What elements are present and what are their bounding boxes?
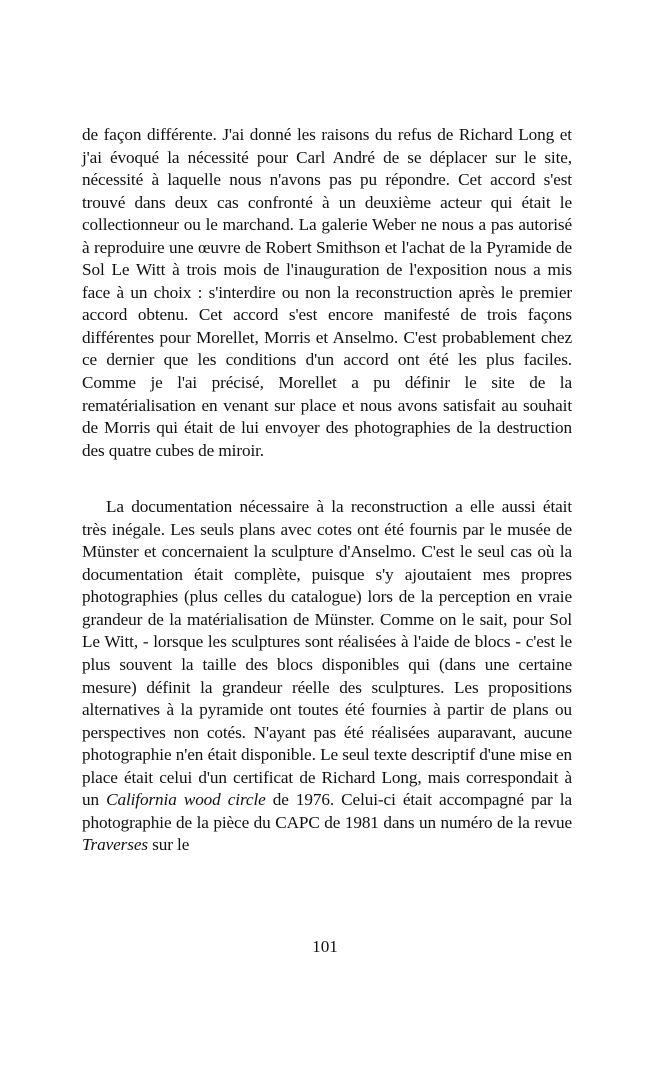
- paragraph-2-text-part-2: de 1976. Celui-ci était accompagné par la photographie de la pièce du CAPC de 1981 dans un numéro de la revue: [82, 790, 572, 832]
- paragraph-2-italic-title-california-wood-circle: California wood circle: [106, 790, 266, 810]
- paragraph-2-text-part-3: sur le: [147, 835, 190, 855]
- paragraph-2-text-part-1: La documentation nécessaire à la reconstruction a elle aussi était très inégale. Les seuls plans avec cotes ont été fournis par le musée de Münster et concernaient la sculpture d'Anselmo. C'est le seul cas où la documentation était complète, puisque s'y ajoutaient mes propres photographies (plus celles du catalogue) lors de la perception en vraie grandeur de la matérialisation de Münster. Comme on le sait, pour Sol Le Witt, - lorsque les sculptures sont réalisées à l'aide de blocs - c'est le plus souvent la taille des blocs disponibles qui (dans une certaine mesure) définit la grandeur réelle des sculptures. Les propositions alternatives à la pyramide ont toutes été fournies à partir de plans ou perspectives non cotés. N'ayant pas été réalisées auparavant, aucune photographie n'en était disponible. Le seul texte descriptif d'une mise en place était celui d'un certificat de Richard Long, mais correspondait à un: [82, 497, 572, 810]
- paragraph-2: [82, 496, 572, 857]
- page-body: [82, 124, 572, 857]
- page-number: 101: [312, 937, 338, 956]
- paragraph-2-italic-title-traverses: Traverses: [82, 835, 148, 855]
- paragraph-1: [82, 124, 572, 462]
- paragraph-1-text: de façon différente. J'ai donné les raisons du refus de Richard Long et j'ai évoqué la nécessité pour Carl André de se déplacer sur le site, nécessité à laquelle nous n'avons pas pu répondre. Cet accord s'est trouvé dans deux cas confronté à un deuxième acteur qui était le collectionneur ou le marchand. La galerie Weber ne nous a pas autorisé à reproduire une œuvre de Robert Smithson et l'achat de la Pyramide de Sol Le Witt à trois mois de l'inauguration de l'exposition nous a mis face à un choix : s'interdire ou non la reconstruction après le premier accord obtenu. Cet accord s'est encore manifesté de trois façons différentes pour Morellet, Morris et Anselmo. C'est probablement chez ce dernier que les conditions d'un accord ont été les plus faciles. Comme je l'ai précisé, Morellet a pu définir le site de la rematérialisation en venant sur place et nous avons satisfait au souhait de Morris qui était de lui envoyer des photographies de la destruction des quatre cubes de miroir.: [82, 125, 572, 460]
